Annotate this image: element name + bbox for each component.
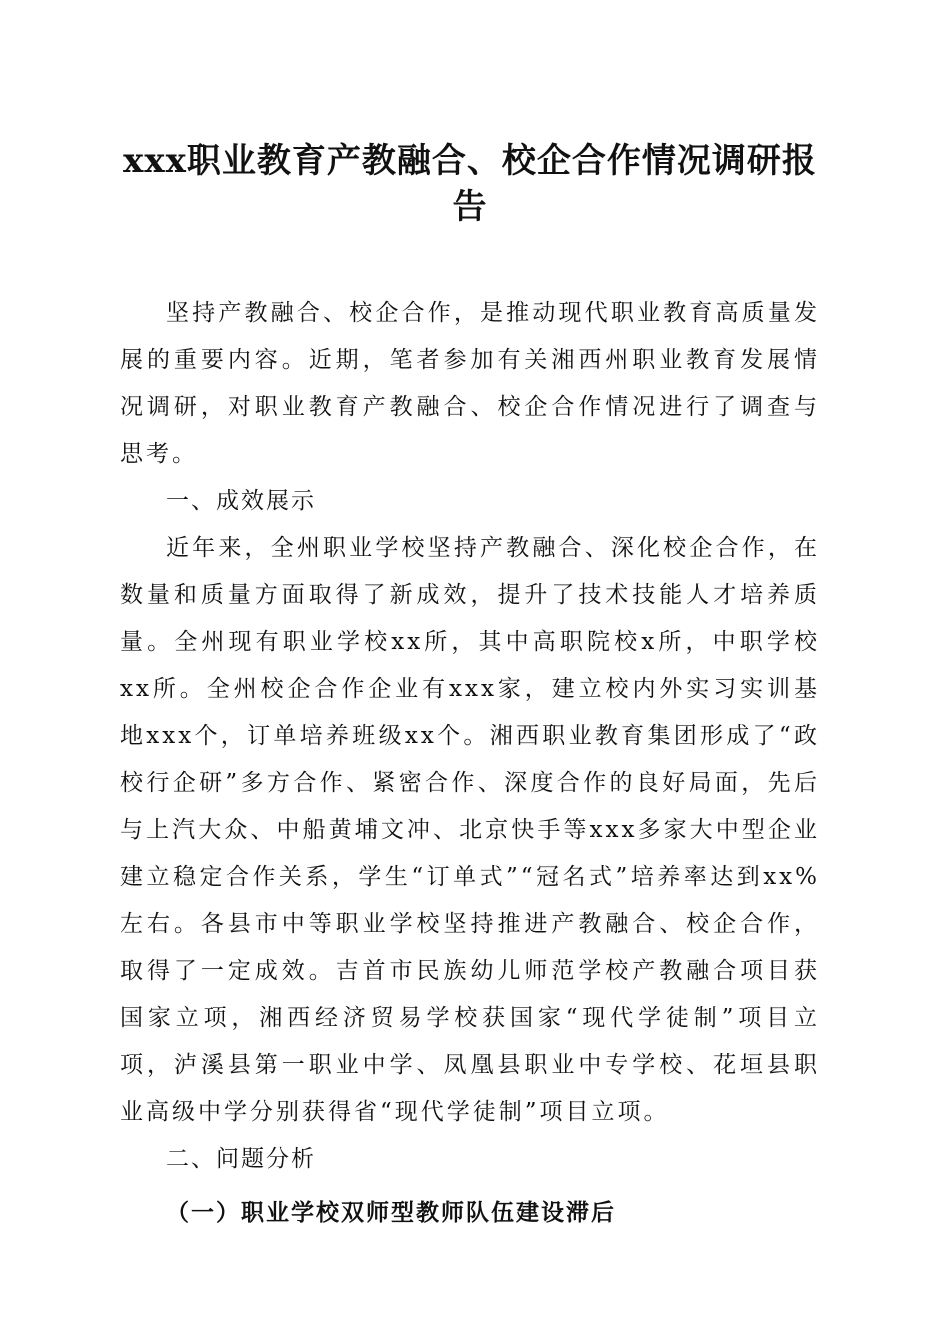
- section-heading-problems: 二、问题分析: [166, 1146, 316, 1172]
- subsection-heading-teachers: （一）职业学校双师型教师队伍建设滞后: [166, 1199, 616, 1226]
- document-title: xxx职业教育产教融合、校企合作情况调研报告: [123, 141, 817, 227]
- achievements-paragraph: 近年来，全州职业学校坚持产教融合、深化校企合作，在数量和质量方面取得了新成效，提升了技术技能人才培养质量。全州现有职业学校xx所，其中高职院校x所，中职学校xx所。全州校企合作企业有xxx家，建立校内外实习实训基地xxx个，订单培养班级xx个。湘西职业教育集团形成了“政校行企研”多方合作、紧密合作、深度合作的良好局面，先后与上汽大众、中船黄埔文冲、北京快手等xxx多家大中型企业建立稳定合作关系，学生“订单式”“冠名式”培养率达到xx%左右。各县市中等职业学校坚持推进产教融合、校企合作，取得了一定成效。吉首市民族幼儿师范学校产教融合项目获国家立项，湘西经济贸易学校获国家“现代学徒制”项目立项，泸溪县第一职业中学、凤凰县职业中专学校、花垣县职业高级中学分别获得省“现代学徒制”项目立项。: [120, 535, 820, 1125]
- intro-paragraph: 坚持产教融合、校企合作，是推动现代职业教育高质量发展的重要内容。近期，笔者参加有关湘西州职业教育发展情况调研，对职业教育产教融合、校企合作情况进行了调查与思考。: [120, 300, 820, 467]
- section-heading-achievements: 一、成效展示: [166, 488, 316, 514]
